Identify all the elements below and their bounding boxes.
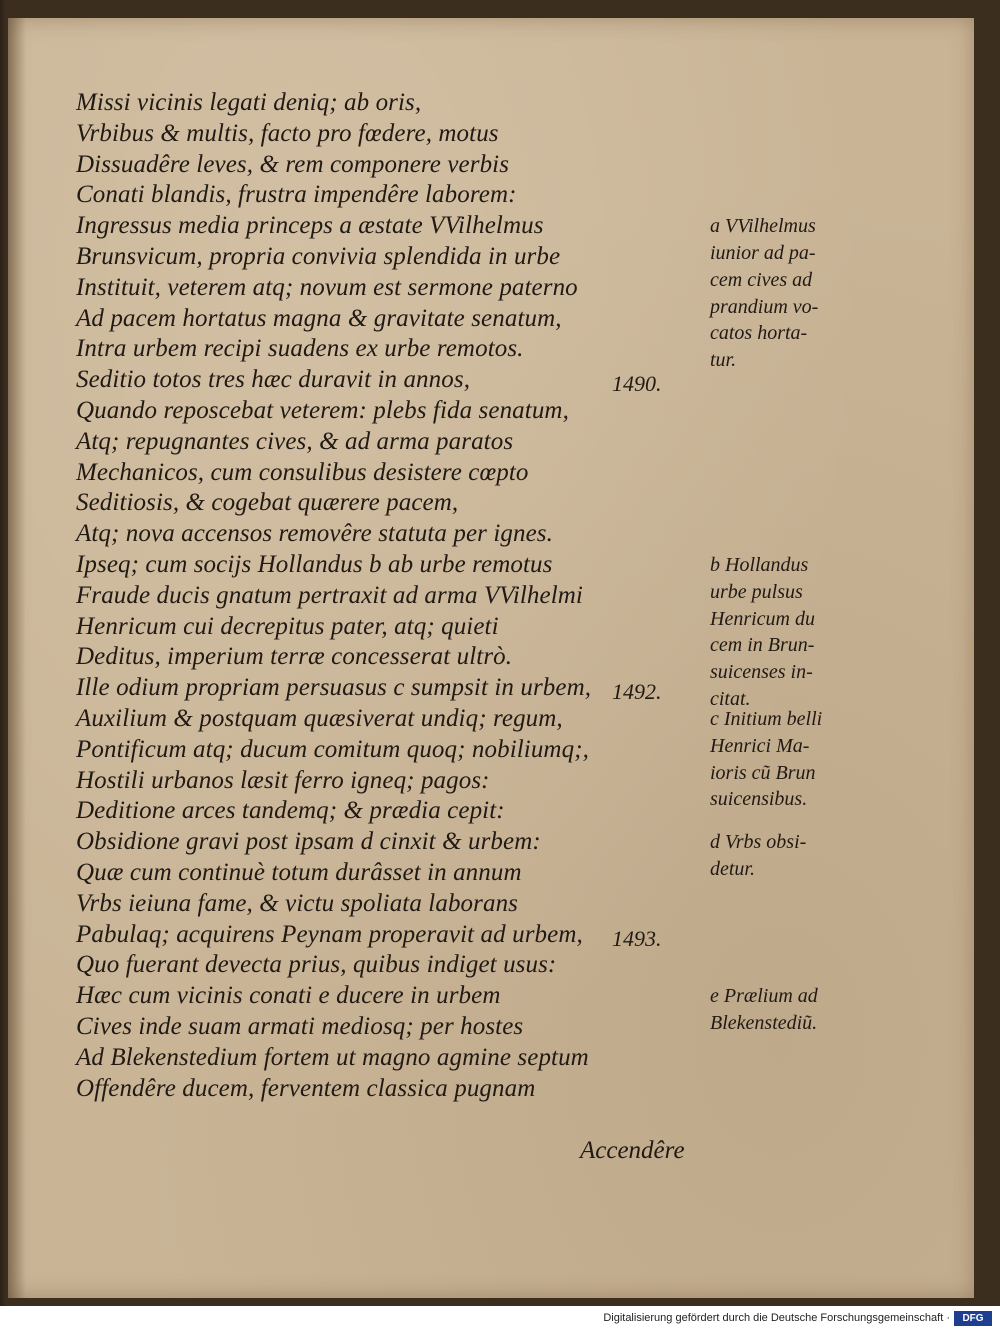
marginal-note-line: suicenses in- xyxy=(710,661,813,684)
marginal-note-line: ioris cũ Brun xyxy=(710,761,816,784)
marginal-note-line: cem cives ad xyxy=(710,268,813,291)
marginal-note-line: c Initium belli xyxy=(710,708,823,730)
page-gutter-shadow xyxy=(8,18,26,1298)
marginal-note-line: Henrici Ma- xyxy=(710,734,810,757)
verse-line: Quando reposcebat veterem: plebs fida senatum, xyxy=(76,397,569,424)
marginal-note-line: urbe pulsus xyxy=(710,580,803,603)
verse-line: Atq; nova accensos removêre statuta per ignes. xyxy=(76,520,553,548)
marginal-note-line: detur. xyxy=(710,858,755,880)
verse-line: Obsidione gravi post ipsam d cinxit & urbem: xyxy=(76,828,541,856)
verse-line: Seditiosis, & cogebat quærere pacem, xyxy=(76,489,459,517)
verse-line: Quo fuerant devecta prius, quibus indiget usus: xyxy=(76,951,557,979)
book-page xyxy=(8,18,974,1298)
verse-line: Intra urbem recipi suadens ex urbe remotos. xyxy=(76,335,524,363)
verse-line: Vrbibus & multis, facto pro fœdere, motus xyxy=(76,119,499,147)
verse-line: Offendêre ducem, ferventem classica pugnam xyxy=(76,1074,536,1102)
verse-line: Pontificum atq; ducum comitum quoq; nobiliumq;, xyxy=(76,735,589,763)
verse-line: Deditus, imperium terræ concesserat ultrò. xyxy=(76,643,513,671)
marginal-note-line: prandium vo- xyxy=(710,295,819,318)
verse-line: Pabulaq; acquirens Peynam properavit ad urbem, xyxy=(76,920,583,948)
marginal-note-line: suicensibus. xyxy=(710,788,808,811)
verse-line: Instituit, veterem atq; novum est sermone paterno xyxy=(76,273,578,301)
year-marker: 1490. xyxy=(612,371,662,397)
verse-line: Auxilium & postquam quæsiverat undiq; regum, xyxy=(76,705,563,732)
verse-line: Conati blandis, frustra impendêre laborem: xyxy=(76,181,517,209)
marginal-note-line: citat. xyxy=(710,688,751,710)
verse-line: Quæ cum continuè totum durâsset in annum xyxy=(76,859,522,886)
verse-line: Henricum cui decrepitus pater, atq; quieti xyxy=(76,612,499,640)
marginal-note-line: a VVilhelmus xyxy=(710,215,816,238)
marginal-note-line: e Prælium ad xyxy=(710,985,818,1008)
verse-line: Fraude ducis gnatum pertraxit ad arma VVilhelmi xyxy=(76,581,583,609)
verse-line: Ingressus media princeps a æstate VVilhelmus xyxy=(76,212,544,240)
verse-line: Seditio totos tres hæc duravit in annos, xyxy=(76,366,471,394)
verse-line: Mechanicos, cum consulibus desistere cœpto xyxy=(76,458,529,486)
marginal-note-line: Blekenstediũ. xyxy=(710,1012,818,1034)
verse-line: Atq; repugnantes cives, & ad arma paratos xyxy=(76,427,514,455)
verse-line: Deditione arces tandemq; & prædia cepit: xyxy=(76,797,505,825)
marginal-note-line: b Hollandus xyxy=(710,554,809,576)
verse-line: Dissuadêre leves, & rem componere verbis xyxy=(76,150,510,178)
marginal-note-line: catos horta- xyxy=(710,322,808,345)
marginal-note-line: tur. xyxy=(710,349,737,372)
verse-line: Brunsvicum, propria convivia splendida in urbe xyxy=(76,243,561,270)
marginal-note-line: d Vrbs obsi- xyxy=(710,831,807,854)
marginal-note-line: cem in Brun- xyxy=(710,634,815,657)
verse-line: Vrbs ieiuna fame, & victu spoliata laborans xyxy=(76,889,519,917)
marginal-note-line: iunior ad pa- xyxy=(710,242,816,264)
verse-line: Hæc cum vicinis conati e ducere in urbem xyxy=(76,982,501,1010)
verse-line: Ad pacem hortatus magna & gravitate senatum, xyxy=(76,304,562,332)
footer-credit: Digitalisierung gefördert durch die Deutsche Forschungsgemeinschaft · xyxy=(603,1312,950,1324)
digitization-footer xyxy=(0,1306,1000,1331)
verse-line: Ad Blekenstedium fortem ut magno agmine septum xyxy=(76,1043,589,1071)
verse-line: Ille odium propriam persuasus c sumpsit in urbem, xyxy=(76,674,592,702)
catchword: Accendêre xyxy=(580,1137,685,1164)
verse-line: Hostili urbanos læsit ferro igneq; pagos: xyxy=(76,766,490,794)
marginal-note-line: Henricum du xyxy=(710,607,815,630)
year-marker: 1493. xyxy=(612,925,662,951)
verse-line: Cives inde suam armati mediosq; per hostes xyxy=(76,1013,524,1040)
verse-line: Ipseq; cum socijs Hollandus b ab urbe remotus xyxy=(76,551,553,578)
verse-line: Missi vicinis legati deniq; ab oris, xyxy=(76,89,422,116)
dfg-logo-icon: DFG xyxy=(954,1311,992,1326)
year-marker: 1492. xyxy=(612,679,662,705)
